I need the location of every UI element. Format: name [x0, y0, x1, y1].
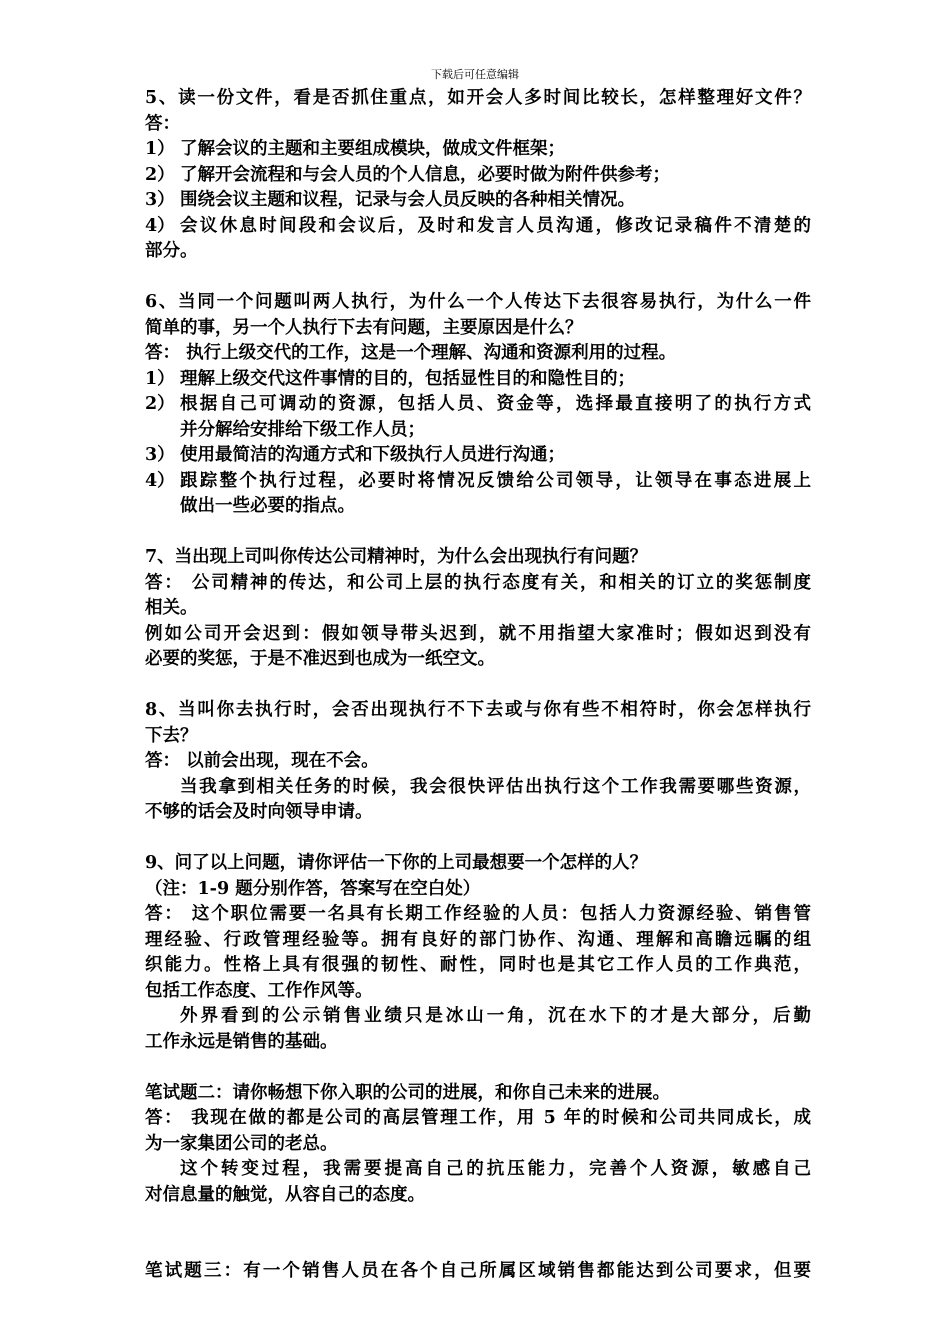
- exam2-answer-line-2: 为一家集团公司的老总。: [145, 1133, 338, 1154]
- q9-title: 9、问了以上问题，请你评估一下你的上司最想要一个怎样的人？: [145, 853, 648, 873]
- q7-example-line-2: 必要的奖惩，于是不准迟到也成为一纸空文。: [145, 649, 495, 669]
- q6-item-1-text: 理解上级交代这件事情的目的，包括显性目的和隐性目的；: [180, 368, 635, 389]
- q6-item-4-text-cont: 做出一些必要的指点。: [180, 496, 355, 516]
- q5-item-2-text: 了解开会流程和与会人员的个人信息，必要时做为附件供参考；: [180, 164, 670, 185]
- q9-answer-line-1: 答： 这个职位需要一名具有长期工作经验的人员：包括人力资源经验、销售管: [145, 904, 811, 924]
- q5-item-4-text-cont: 部分。: [145, 241, 198, 261]
- q5-item-1-num: 1）: [145, 139, 175, 159]
- q7-title: 7、当出现上司叫你传达公司精神时，为什么会出现执行有问题？: [145, 547, 648, 567]
- q9-answer-line-4: 包括工作态度、工作作风等。: [145, 980, 373, 1001]
- q5-item-4-text: 会议休息时间段和会议后，及时和发言人员沟通，修改记录稿件不清楚的: [180, 215, 811, 236]
- q6-item-3-text: 使用最简洁的沟通方式和下级执行人员进行沟通；: [180, 445, 565, 465]
- q8-para-line-1: 当我拿到相关任务的时候，我会很快评估出执行这个工作我需要哪些资源，: [180, 776, 811, 797]
- q6-item-4-num: 4）: [145, 470, 175, 491]
- q5-item-4: [145, 214, 811, 240]
- q6-item-2-text: 根据自己可调动的资源，包括人员、资金等，选择最直接明了的执行方式: [180, 394, 811, 414]
- q6-item-2-num: 2）: [145, 394, 175, 414]
- q9-para-line-1: 外界看到的公示销售业绩只是冰山一角，沉在水下的才是大部分，后勤: [180, 1006, 811, 1026]
- q6-title-line-1: 6、当同一个问题叫两人执行，为什么一个人传达下去很容易执行，为什么一件: [145, 292, 811, 312]
- q5-title: 5、读一份文件，看是否抓住重点，如开会人多时间比较长，怎样整理好文件？: [145, 88, 811, 108]
- exam2-para-line-2: 对信息量的触觉，从容自己的态度。: [145, 1184, 425, 1205]
- q9-answer-line-3: 织能力。性格上具有很强的韧性、耐性，同时也是其它工作人员的工作典范，: [145, 955, 811, 975]
- document-body: [145, 86, 811, 1285]
- q8-title-line-2: 下去？: [145, 725, 198, 746]
- q6-item-4-text: 跟踪整个执行过程，必要时将情况反馈给公司领导，让领导在事态进展上: [180, 470, 811, 491]
- q6-item-1-num: 1）: [145, 368, 175, 389]
- q6-item-4: [145, 469, 811, 495]
- q6-item-1: [145, 367, 811, 393]
- q9-para-line-2: 工作永远是销售的基础。: [145, 1031, 338, 1052]
- q6-title-line-2: 简单的事，另一个人执行下去有问题，主要原因是什么？: [145, 317, 583, 338]
- q9-note: （注：1-9 题分别作答，答案写在空白处）: [145, 878, 481, 899]
- q5-item-3-num: 3）: [145, 190, 175, 210]
- q6-item-2-text-cont: 并分解给安排给下级工作人员；: [180, 419, 425, 440]
- q5-item-3-text: 围绕会议主题和议程，记录与会人员反映的各种相关情况。: [180, 190, 635, 210]
- q8-para-line-2: 不够的话会及时向领导申请。: [145, 802, 373, 822]
- q5-item-4-num: 4）: [145, 215, 175, 236]
- q5-item-2-num: 2）: [145, 164, 175, 185]
- q5-item-3: [145, 188, 811, 214]
- page-header: 下载后可任意编辑: [431, 68, 519, 81]
- q6-item-2: [145, 392, 811, 418]
- q5-item-2: [145, 163, 811, 189]
- q9-answer-line-2: 理经验、行政管理经验等。拥有良好的部门协作、沟通、理解和高瞻远瞩的组: [145, 929, 811, 950]
- q6-answer: 答： 执行上级交代的工作，这是一个理解、沟通和资源利用的过程。: [145, 343, 677, 363]
- q7-answer-line-2: 相关。: [145, 598, 198, 618]
- exam2-answer-line-1: 答： 我现在做的都是公司的高层管理工作，用 5 年的时候和公司共同成长，成: [145, 1108, 811, 1128]
- q8-answer: 答： 以前会出现，现在不会。: [145, 751, 379, 771]
- q7-example-line-1: 例如公司开会迟到：假如领导带头迟到，就不用指望大家准时；假如迟到没有: [145, 623, 811, 644]
- q7-answer-line-1: 答： 公司精神的传达，和公司上层的执行态度有关，和相关的订立的奖惩制度: [145, 572, 811, 593]
- exam2-para-line-1: 这个转变过程，我需要提高自己的抗压能力，完善个人资源，敏感自己: [180, 1159, 811, 1179]
- exam3-title: 笔试题三：有一个销售人员在各个自己所属区域销售都能达到公司要求，但要: [145, 1261, 811, 1281]
- q6-item-3: [145, 443, 811, 469]
- q8-title-line-1: 8、当叫你去执行时，会否出现执行不下去或与你有些不相符时，你会怎样执行: [145, 700, 811, 720]
- q5-item-1-text: 了解会议的主题和主要组成模块，做成文件框架；: [180, 139, 565, 159]
- q5-answer-label: 答：: [145, 113, 180, 134]
- q6-item-3-num: 3）: [145, 445, 175, 465]
- exam2-title: 笔试题二：请你畅想下你入职的公司的进展，和你自己未来的进展。: [145, 1082, 670, 1103]
- q5-item-1: [145, 137, 811, 163]
